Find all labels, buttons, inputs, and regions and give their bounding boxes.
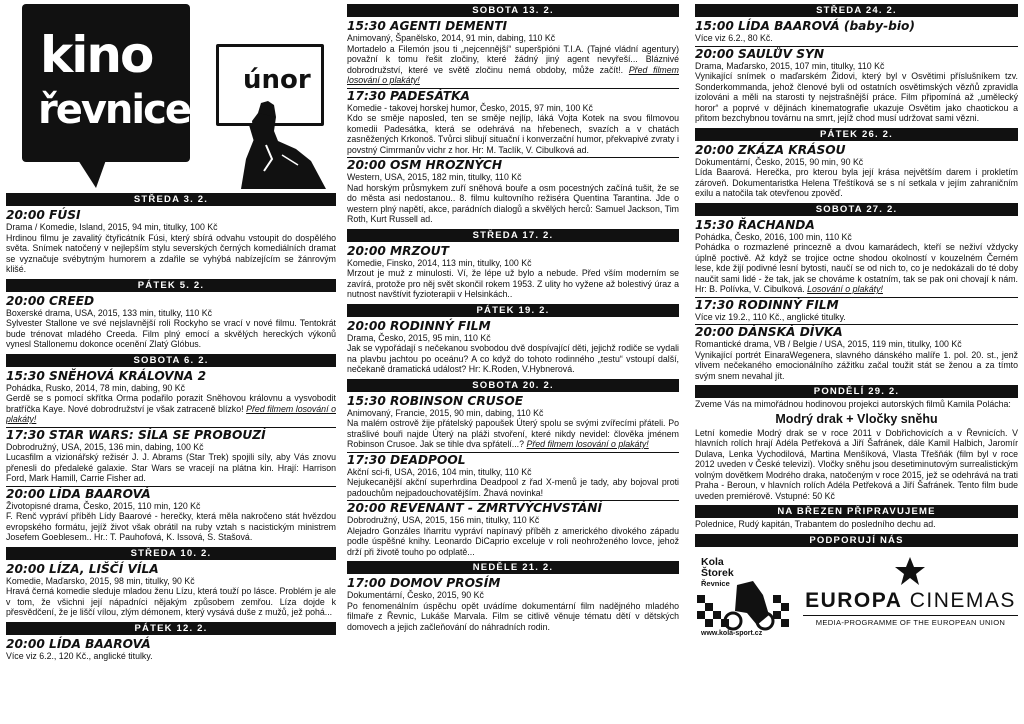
film-description <box>6 452 336 484</box>
film-title: LÍDA BAAROVÁ <box>49 486 151 501</box>
logo-revnice: řevnice <box>38 87 190 133</box>
screening-title <box>695 324 1018 339</box>
film-description <box>6 586 336 618</box>
screening-time: 15:00 <box>695 19 734 33</box>
kino-logo <box>22 4 190 162</box>
screening-title <box>347 157 679 172</box>
screening <box>695 19 1018 44</box>
screening <box>6 562 336 618</box>
day-header: SOBOTA 13. 2. <box>347 4 679 17</box>
kola-line1: Kola <box>701 555 724 568</box>
screening-time: 15:30 <box>347 19 386 33</box>
screening <box>695 143 1018 199</box>
film-info: Dokumentární, Česko, 2015, 90 Kč <box>347 590 484 600</box>
film-info: Western, USA, 2015, 182 min, titulky, 110 Kč <box>347 172 522 182</box>
europa-subtitle: MEDIA-PROGRAMME OF THE EUROPEAN UNION <box>803 615 1018 627</box>
poster-lottery-note: Před filmem losování o plakáty! <box>526 439 649 449</box>
screening-title <box>347 500 679 515</box>
film-info: Komedie, Finsko, 2014, 113 min, titulky, 100 Kč <box>347 257 532 268</box>
cinemas-word: CINEMAS <box>909 588 1016 612</box>
day-header: SOBOTA 27. 2. <box>695 203 1018 216</box>
day-header: PONDĚLÍ 29. 2. <box>695 385 1018 398</box>
screening-time: 15:30 <box>695 217 734 232</box>
film-description <box>6 233 336 275</box>
screening <box>347 244 679 300</box>
film-title: SNĚHOVÁ KRÁLOVNA 2 <box>49 368 207 383</box>
day-header: NEDĚLE 21. 2. <box>347 561 679 574</box>
promo-description: Letní komedie Modrý drak se v roce 2011 v Dobřichovicích a v Řevnicích. V hlavních rolích hrají Adéla Petřeková a Jiří Šafránek, dále Kamil Halbich, Jaromír Dulava, Lenka Vychodilová, Martina Menšíková, Vlasta Třešňák (film byl v roce 2012 uveden v České televizi). Vločky sněhu jsou desetiminutovým surrealistickým volným dovětkem Modrého draka, natočeným v roce 2015, jež se odehrává na trati Praha - Beroun, v hlavních rolích Adéla Petřeková a Jiří Šafránek. Tento film bude uveden premiérově. Vstupné: 50 Kč <box>695 427 1018 501</box>
program-list-2 <box>347 4 679 632</box>
column-middle <box>347 4 679 720</box>
screening <box>347 157 679 225</box>
screening-title <box>6 369 336 383</box>
screening-time: 15:30 <box>347 393 386 408</box>
film-title: DOMOV PROSÍM <box>390 576 501 590</box>
screening-time: 17:00 <box>347 576 386 590</box>
film-description <box>695 242 1018 295</box>
screening <box>6 294 336 350</box>
sponsors-bar: PODPORUJÍ NÁS <box>695 534 1018 547</box>
film-description <box>347 526 679 558</box>
screening <box>695 324 1018 381</box>
film-description <box>347 268 679 300</box>
screening-time: 20:00 <box>6 208 45 222</box>
film-description-text: Pohádka o rozmazlené princezně a dvou kamarádech, kteří se neživí vždycky úplně poctivě. Až když se trojice octne shodou okolností v kouzelném Černém lese, kde žijí podivné lesní bytosti, naučí se od nich to, co je nedokázali do té doby naučit sami lidé - že tak, jak se chováme k ostatním, tak se pak oni chovají k nám. Hr: B. Polívka, V. Cibulková. <box>695 242 1018 294</box>
program-list-3 <box>695 4 1018 398</box>
column-left <box>6 4 336 720</box>
screening <box>6 369 336 425</box>
film-info: Drama, Maďarsko, 2015, 107 min, titulky, 110 Kč <box>695 60 885 71</box>
film-description-text: Gerdě se s pomocí skřítka Orma podařilo porazit Sněhovou královnu a vysvobodit bratříčka Kaye. Nové dobrodružství je však zatraceně blízko! <box>6 393 336 414</box>
film-description <box>347 183 679 225</box>
film-title: LÍDA BAAROVÁ <box>49 636 151 651</box>
screening <box>695 218 1018 295</box>
film-info: Životopisné drama, Česko, 2015, 110 min, 120 Kč <box>6 500 201 511</box>
screening-time: 17:30 <box>695 297 734 312</box>
film-title: OSM HROZNÝCH <box>390 158 503 172</box>
film-title: LÍDA BAAROVÁ <box>738 19 840 33</box>
film-description <box>695 167 1018 199</box>
logo-kino: kino <box>40 26 153 84</box>
film-info: Animovaný, Francie, 2015, 90 min, dabing, 110 Kč <box>347 407 544 418</box>
film-title: FÚSI <box>49 208 81 222</box>
screening <box>6 486 336 543</box>
screening-title <box>347 19 679 33</box>
film-description <box>695 350 1018 382</box>
film-description <box>6 511 336 543</box>
day-header: PÁTEK 5. 2. <box>6 279 336 292</box>
screening-time: 15:30 <box>6 368 45 383</box>
day-header: SOBOTA 20. 2. <box>347 379 679 392</box>
film-description-text: Hravá černá komedie sleduje mladou ženu Lízu, která touží po lásce. Problém je ale v tom, že všichni její nápadníci nějakým způsobem zemřou. Líza dojde k přesvědčení, že je liščí vílou, zlým démonem, který vysává duše z mužů, jež pohá... <box>6 586 336 617</box>
day-header: STŘEDA 24. 2. <box>695 4 1018 17</box>
screening-title <box>6 294 336 308</box>
film-title: MRZOUT <box>390 243 449 258</box>
film-description <box>6 318 336 350</box>
screening-time: 20:00 <box>347 158 386 172</box>
screening <box>6 637 336 662</box>
film-title: RODINNÝ FILM <box>390 318 491 333</box>
film-info: Akční sci-fi, USA, 2016, 104 min, titulky, 110 Kč <box>347 466 532 477</box>
film-title: RODINNÝ FILM <box>738 297 839 312</box>
film-title: ZKÁZA KRÁSOU <box>738 142 846 157</box>
screening-title <box>347 319 679 333</box>
screening-title <box>6 486 336 501</box>
film-description <box>347 418 679 450</box>
screening-title <box>695 19 1018 33</box>
screening <box>347 19 679 86</box>
screening-time: 20:00 <box>6 486 45 501</box>
film-title: REVENANT - ZMRTVÝCHVSTÁNÍ <box>390 501 603 515</box>
film-description-text: Lída Baarová. Herečka, pro kterou byla její krása největším darem i prokletím zároveň. Dokumentaristka Helena Třeštíková se s ní setkala v jejím zahraničním exilu a natočila tak otevřenou zpověď. <box>695 167 1018 198</box>
film-info: Pohádka, Rusko, 2014, 78 min, dabing, 90 Kč <box>6 382 185 393</box>
film-description <box>6 393 336 425</box>
poster-lottery-note: Před filmem losování o plakáty! <box>6 403 336 424</box>
raised-fist-icon <box>206 99 336 189</box>
screening-title <box>6 637 336 651</box>
day-header: STŘEDA 10. 2. <box>6 547 336 560</box>
screening-title <box>347 576 679 590</box>
film-description-text: Vynikající snímek o maďarském Židovi, který byl v Osvětimi příslušníkem tzv. Sonderkommanda, jehož členové byli od ostatních osvětimských vězňů zpravidla izolováni a měli na starosti ty nejstrašnější práce. Film připomíná až „umělecký horor“ a poprvé v dějinách kinematografie ukazuje Osvětim jako chaotickou a přitom bezchybnou továrnu na smrt, jejíž chod musí udržovat sami vězni. <box>695 71 1018 123</box>
film-description-text: Po fenomenálním úspěchu opět uvádíme dokumentární film nadějného mladého filmaře z Řevnic, Lukáše Marvala. Film se citlivě věnuje tématu dětí v dětských domovech a jejich začleňování do náhradních rodin. <box>347 600 679 632</box>
screening <box>347 319 679 375</box>
kola-storek-logo <box>697 555 789 635</box>
promo-title: Modrý drak + Vločky sněhu <box>775 411 938 426</box>
column-right <box>695 4 1018 720</box>
promo-intro: Zveme Vás na mimořádnou hodinovou projekci autorských filmů Kamila Polácha: <box>695 399 1011 409</box>
promo-block <box>695 399 1018 501</box>
program-list-1 <box>6 193 336 661</box>
screening <box>347 576 679 632</box>
film-info: Více viz 6.2., 120 Kč., anglické titulky. <box>6 650 153 661</box>
film-description-text: Mrzout je muž z minulosti. Ví, že lépe už bylo a nebude. Před vším moderním se zavírá, protože pro něj svět skončil rokem 1953. Z ulity ho vyžene až bolestivý úraz a nutnost navštívit fyzioterapii v Helsinkách.. <box>347 268 679 299</box>
screening-title <box>347 88 679 103</box>
film-info: Pohádka, Česko, 2016, 100 min, 110 Kč <box>695 231 852 242</box>
film-description <box>347 44 679 86</box>
day-header: PÁTEK 19. 2. <box>347 304 679 317</box>
screening-title <box>6 562 336 576</box>
film-title: STAR WARS: SÍLA SE PROBOUZÍ <box>49 427 266 442</box>
film-info: Dobrodružný, USA, 2015, 136 min, dabing, 100 Kč <box>6 441 204 452</box>
film-info: Dokumentární, Česko, 2015, 90 min, 90 Kč <box>695 156 864 167</box>
poster-lottery-note: Losování o plakáty! <box>807 284 883 294</box>
film-title: DÁNSKÁ DÍVKA <box>738 325 843 339</box>
screening-time: 20:00 <box>347 501 386 515</box>
film-title: ROBINSON CRUSOE <box>390 393 524 408</box>
screening-time: 17:30 <box>6 427 45 442</box>
film-description-text: Sylvester Stallone ve své nejslavnější roli Rockyho se vrací v nové filmu. Tentokrát bude trénovat mladého Creeda. Film plný emocí a skvělých hereckých výkonů vynesl Stallonemu dokonce ocenění Zlatý Glóbus. <box>6 318 336 349</box>
screening-title <box>695 143 1018 157</box>
film-info: Více viz 19.2., 110 Kč., anglické titulky. <box>695 311 846 322</box>
film-description-text: Lucasfilm a vizionářský režisér J. J. Abrams (Star Trek) spojili síly, aby Vás znovu přenesli do předaleké galaxie. Star Wars se vracejí na plátna kin. Hrají: Harrison Ford, Mark Hamill, Carrie Fisher ad. <box>6 452 336 483</box>
screening-title <box>347 452 679 467</box>
film-info: Dobrodružný, USA, 2015, 156 min, titulky, 110 Kč <box>347 515 540 525</box>
film-title: LÍZA, LIŠČÍ VÍLA <box>49 561 159 576</box>
film-title: DEADPOOL <box>390 452 466 467</box>
march-bar: NA BŘEZEN PŘIPRAVUJEME <box>695 505 1018 518</box>
month-label: únor <box>243 65 311 95</box>
screening <box>695 46 1018 124</box>
screening-title <box>347 244 679 258</box>
film-title-note: (baby-bio) <box>839 19 915 33</box>
kola-line3: Řevnice <box>701 578 730 588</box>
film-description-text: F. Renč vypráví příběh Lídy Baarové - herečky, která měla nakročeno stát hvězdou evropského formátu, jejíž život však obrátil na ruby vztah s nacistickým ministrem Josefem Goeblesem.. Hr.: T. Pauhofová, K. Issová, S. Stašová. <box>6 511 336 542</box>
film-description <box>347 343 679 375</box>
film-info: Více viz 6.2., 80 Kč. <box>695 33 773 43</box>
screening <box>347 500 679 557</box>
screening <box>6 208 336 275</box>
film-description <box>347 477 679 498</box>
film-description-text: Nejukecanější akční superhrdina Deadpool z řad X-menů je tady, aby bojoval proti padouchům nejpadouchovatějším. Žhavá novinka! <box>347 477 679 498</box>
march-text: Polednice, Rudý kapitán, Trabantem do posledního dechu ad. <box>695 519 936 529</box>
screening <box>347 452 679 499</box>
screening-time: 20:00 <box>347 243 386 258</box>
film-description-text: Kdo se směje naposled, ten se směje nejlíp, láká Vojta Kotek na svou filmovou komedii Padesátka, která se odehrává na hřebenech, svazích a v chatách zasněžených Krkonoš. Tvůrci slibují situační i konverzační humor, překvapivé zvraty i povstný Cimrmanův vichr z hor. Hr: M. Taclík, V. Cibulková ad. <box>347 113 679 155</box>
screening-time: 20:00 <box>695 46 734 61</box>
film-description-text: Alejadro Gonzáles Iňarritu vypráví napínavý příběh z amerického divokého západu podle úspěšné knihy. Leonardo DiCaprio exceluje v roli neohroženého lovce, jehož drží při životě touho po odplatě... <box>347 525 679 557</box>
film-description <box>347 113 679 155</box>
screening-time: 20:00 <box>6 293 45 308</box>
film-title: PADESÁTKA <box>390 88 470 103</box>
day-header: PÁTEK 12. 2. <box>6 622 336 635</box>
film-description <box>695 71 1018 124</box>
europa-word: EUROPA <box>805 588 903 612</box>
film-info: Komedie, Maďarsko, 2015, 98 min, titulky, 90 Kč <box>6 575 195 586</box>
screening <box>347 88 679 156</box>
star-icon <box>895 557 925 585</box>
film-description <box>347 601 679 633</box>
film-description-text: Na malém ostrově žije přátelský papoušek Úterý spolu se svými zvířecími přáteli. Po strašlivé bouři najde Úterý na pláži stvoření, které nikdy nevidel: člověka jménem Robinson Crusoe. Jak se tihle dva spřátelí...? <box>347 418 679 449</box>
film-description-text: Nad horským průsmykem zuří sněhová bouře a osm pocestných začíná tušit, že se do města asi nedostanou.. 8. filmu kultovního režiséra Quentina Tarantina. Jde o western plný napětí, akce, parádních dialogů a skvělých herců: Samuel Jackson, Tim Roth, Kurt Russell ad. <box>347 182 679 224</box>
film-info: Komedie - takovej horskej humor, Česko, 2015, 97 min, 100 Kč <box>347 102 593 113</box>
screening-title <box>6 208 336 222</box>
screening-title <box>6 427 336 442</box>
screening-title <box>695 46 1018 61</box>
film-title: CREED <box>49 293 95 308</box>
day-header: SOBOTA 6. 2. <box>6 354 336 367</box>
film-info: Romantické drama, VB / Belgie / USA, 2015, 119 min, titulky, 100 Kč <box>695 339 962 349</box>
sponsor-logos <box>695 551 1018 637</box>
film-title: AGENTI DEMENTI <box>390 19 508 33</box>
film-description-text: Vynikající portrét EinaraWegenera, slavného dánského malíře 1. pol. 20. st., jenž vlivem nečekaného emocionálního zážitku začal toužit stát se ženou a za tímto svým snem nevahal jít. <box>695 349 1018 381</box>
screening-title <box>695 297 1018 312</box>
screening-time: 17:30 <box>347 88 386 103</box>
film-description-text: Mortadelo a Filemón jsou ti „nejcennější“ superšpióni T.I.A. (Tajné vládní agentury) považní k tomu řešit zločiny, které žádný jiný agent nevyřeší... Bláznivé dobrodružství, které ve světě zločinu nemá obdoby, může začít!. <box>347 43 679 75</box>
day-header: PÁTEK 26. 2. <box>695 128 1018 141</box>
film-title: ŘACHANDA <box>738 217 815 232</box>
screening <box>347 394 679 450</box>
screening-time: 20:00 <box>6 561 45 576</box>
screening <box>6 427 336 484</box>
screening <box>695 297 1018 323</box>
kola-url: www.kola-sport.cz <box>701 629 763 637</box>
film-info: Drama, Česko, 2015, 95 min, 110 Kč <box>347 332 491 343</box>
film-info: Boxerské drama, USA, 2015, 133 min, titulky, 110 Kč <box>6 307 213 318</box>
film-description-text: Jak se vypořádají s nečekanou svobodou dvě dospívající děti, jejichž rodiče se vydali na plavbu jachtou po oceánu? A co když do tohoto rodinného „testu“ vstoupí další, nečekaně dramatická událost? Hr: K.Roden, V.Hybnerová. <box>347 343 679 374</box>
kino-logo-area <box>6 4 336 189</box>
europa-cinemas-logo <box>803 565 1018 631</box>
film-info: Animovaný, Španělsko, 2014, 91 min, dabing, 110 Kč <box>347 33 556 43</box>
screening-title <box>347 394 679 408</box>
film-info: Drama / Komedie, Island, 2015, 94 min, titulky, 100 Kč <box>6 222 218 232</box>
screening-title <box>695 218 1018 232</box>
screening-time: 17:30 <box>347 452 386 467</box>
screening-time: 20:00 <box>347 318 386 333</box>
kola-line2: Štorek <box>701 566 734 579</box>
screening-time: 20:00 <box>695 142 734 157</box>
poster-lottery-note: Před filmem losování o plakáty! <box>347 64 679 85</box>
film-description-text: Hrdinou filmu je zavalitý čtyřicátník Fúsi, který sbírá odvahu vstoupit do dospělého světa. Snímek natočený v nejlepším stylu severských černých komediálních dramat se vyznačuje svébytným humorem a zdařile se vyhýbá nabízejícím se žánrovým klišé. <box>6 232 336 274</box>
day-header: STŘEDA 3. 2. <box>6 193 336 206</box>
day-header: STŘEDA 17. 2. <box>347 229 679 242</box>
screening-time: 20:00 <box>6 636 45 651</box>
film-title: SAULŮV SYN <box>738 46 825 61</box>
screening-time: 20:00 <box>695 325 734 339</box>
